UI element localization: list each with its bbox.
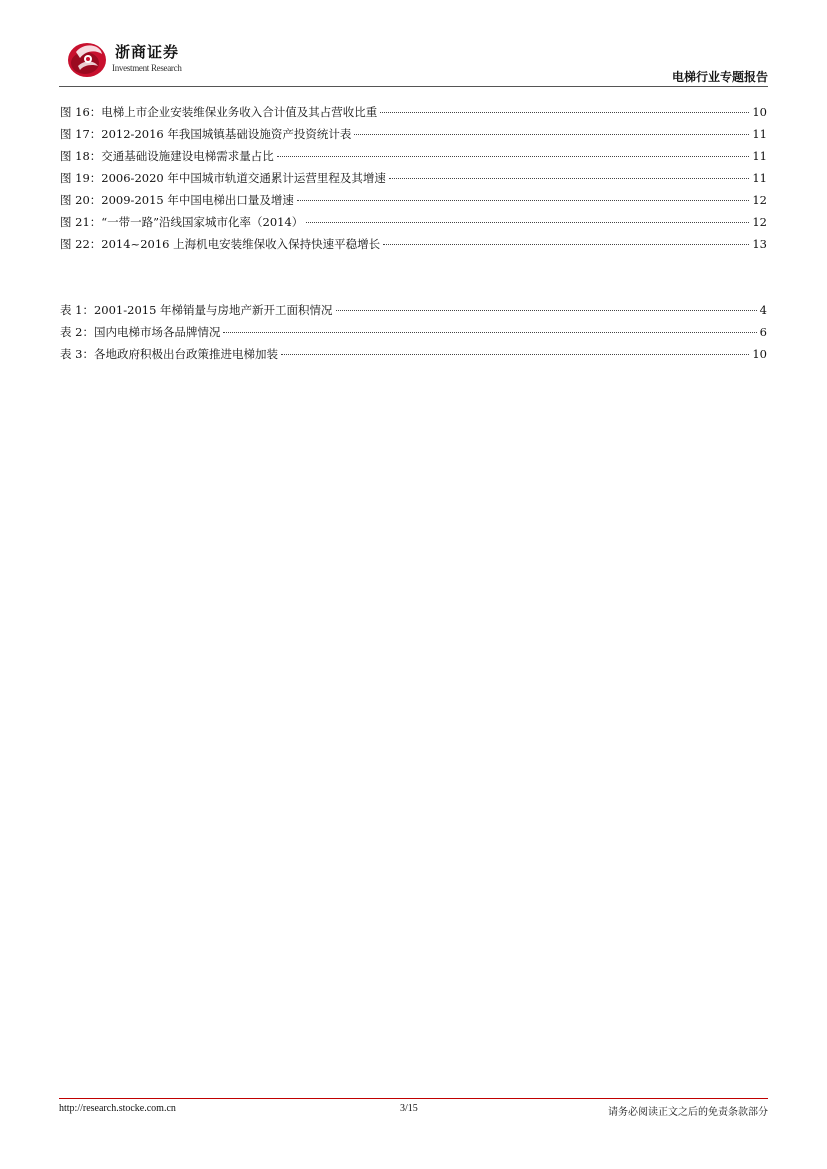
- toc-leader-dots: [383, 230, 749, 245]
- toc-entry-page: 11: [752, 149, 767, 163]
- toc-entry-label: 图 21：“一带一路”沿线国家城市化率（2014）: [60, 215, 304, 229]
- toc-entry-page: 12: [752, 215, 767, 229]
- toc-entry-page: 11: [752, 127, 767, 141]
- toc-entry[interactable]: [60, 343, 767, 365]
- toc-entry-label: 图 20：2009-2015 年中国电梯出口量及增速: [60, 193, 294, 207]
- logo-mark-icon: [66, 38, 110, 80]
- toc-leader-dots: [389, 164, 749, 179]
- header-divider: [59, 86, 768, 87]
- toc-entry-page: 10: [752, 347, 767, 361]
- footer-page-number: 3/15: [400, 1103, 418, 1114]
- logo-english-name: Investment Research: [112, 63, 182, 73]
- toc-entry-label: 图 18：交通基础设施建设电梯需求量占比: [60, 149, 274, 163]
- toc-entry-page: 13: [752, 237, 767, 251]
- logo-chinese-name: 浙商证券: [115, 43, 180, 61]
- toc-entry-page: 11: [752, 171, 767, 185]
- footer-url[interactable]: http://research.stocke.com.cn: [59, 1103, 176, 1114]
- report-type-title: 电梯行业专题报告: [671, 70, 768, 84]
- toc-entry-label: 图 22：2014~2016 上海机电安装维保收入保持快速平稳增长: [60, 237, 381, 251]
- toc-entry-label: 图 17：2012-2016 年我国城镇基础设施资产投资统计表: [60, 127, 352, 141]
- table-list: [60, 299, 767, 365]
- toc-entry-label: 表 2：国内电梯市场各品牌情况: [60, 325, 221, 339]
- toc-leader-dots: [306, 208, 749, 223]
- toc-entry-page: 4: [759, 303, 767, 317]
- toc-leader-dots: [380, 98, 749, 113]
- toc-entry-page: 6: [759, 325, 767, 339]
- footer-divider: [59, 1098, 768, 1099]
- toc-entry-label: 图 16：电梯上市企业安装维保业务收入合计值及其占营收比重: [60, 105, 378, 119]
- figure-list: [60, 101, 767, 255]
- toc-entry-label: 表 1：2001-2015 年梯销量与房地产新开工面积情况: [60, 303, 333, 317]
- toc-entry-label: 图 19：2006-2020 年中国城市轨道交通累计运营里程及其增速: [60, 171, 386, 185]
- toc-leader-dots: [336, 296, 757, 311]
- toc-leader-dots: [223, 318, 756, 333]
- toc-leader-dots: [277, 142, 750, 157]
- toc-leader-dots: [354, 120, 749, 135]
- company-logo: [66, 38, 186, 82]
- toc-entry-page: 12: [752, 193, 767, 207]
- toc-entry-page: 10: [752, 105, 767, 119]
- footer-disclaimer: 请务必阅读正文之后的免责条款部分: [608, 1107, 768, 1118]
- toc-entry-label: 表 3：各地政府积极出台政策推进电梯加装: [60, 347, 278, 361]
- toc-leader-dots: [297, 186, 749, 201]
- toc-entry[interactable]: [60, 233, 767, 255]
- toc-leader-dots: [281, 340, 749, 355]
